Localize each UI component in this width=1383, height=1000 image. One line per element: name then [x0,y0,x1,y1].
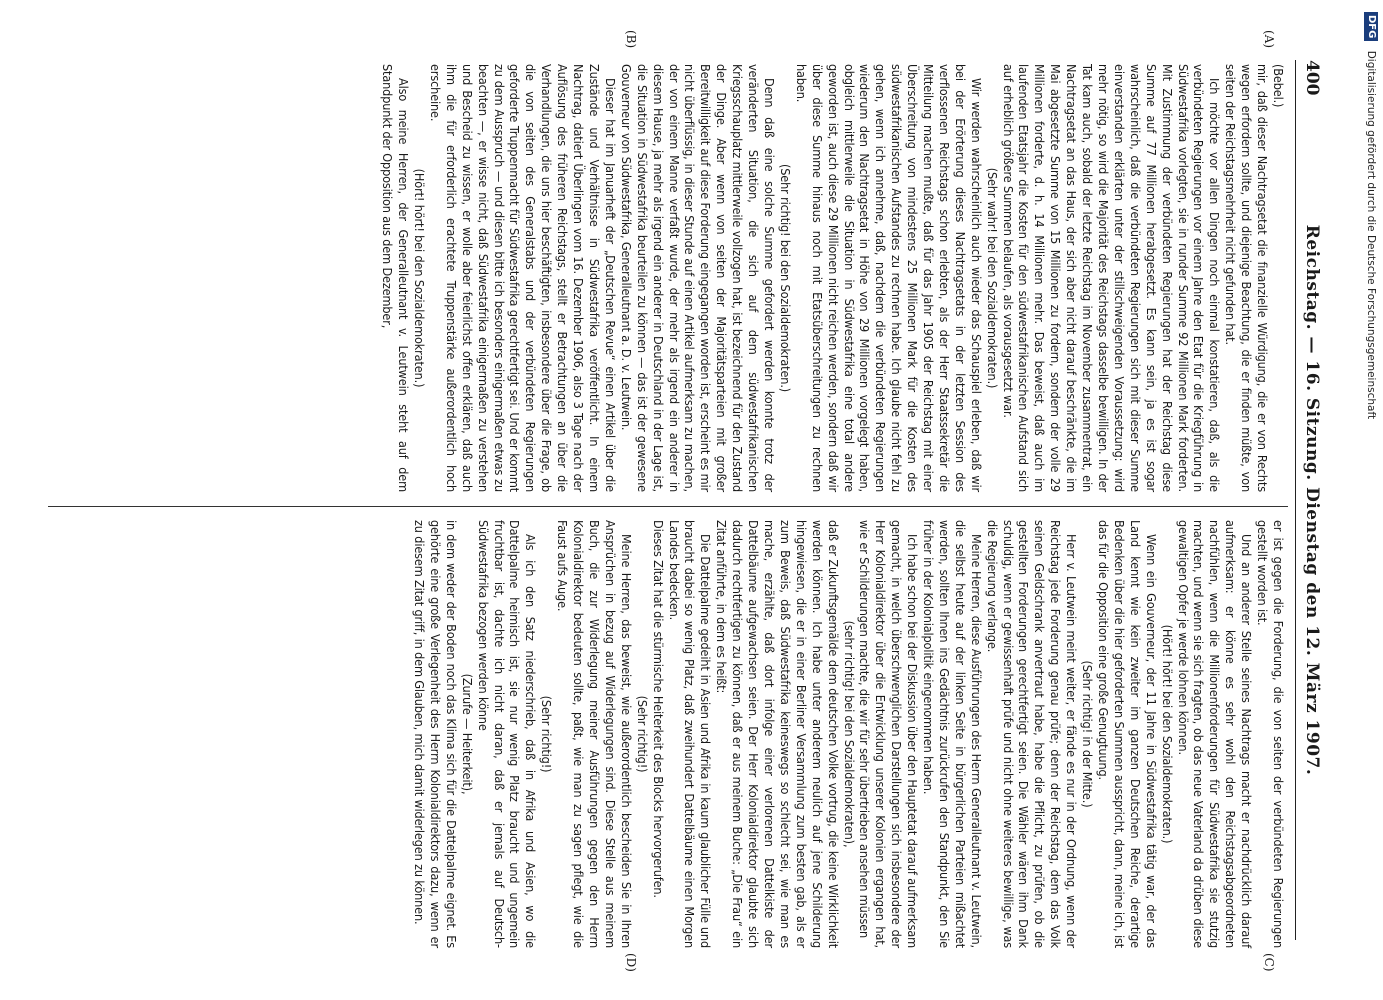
interjection: (Sehr wahr! bei den Sozialdemokraten.) [984,167,1000,389]
paragraph: Wir werden wahrscheinlich auch wieder das Schauspiel erleben, daß wir bei der Erörterung dieses Nachtragsetats in der letzten Session des verflossenen Reichstags schon erlebten, als der Herr Staatssekretär die Mitteilung machen mußte, daß für das Jahr 1905 der Reichstag mit einer Überschreitung von mindestens 25 Millionen Mark für die Kosten des südwestafrikanischen Aufstandes zu rechnen habe. Ich glaube nicht fehl zu gehen, wenn ich annehme, daß, nachdem die verbündeten Regierungen wiederum den Nachtragsetat in Höhe von 29 Millionen vorgelegt haben, obgleich mittlerweile die Situation in Südwestafrika eine total andere geworden ist, auch diese 29 Millionen nicht reichen werden, sondern daß wir über diese Summe hinaus noch mit Etatsüberschreitungen zu rechnen haben. [793,64,984,492]
paragraph: Also meine Herren, der Generalleutnant v. Leutwein steht auf dem Standpunkt der Opposition aus dem Dezember, [380,64,412,492]
interjection: (Hört! hört! bei den Sozialdemokraten.) [412,168,428,388]
interjection: (sehr richtig! bei den Sozialdemokraten), [841,620,857,848]
paragraph: Ich habe schon bei der Diskussion über den Hauptetat darauf aufmerksam gemacht, in welch überschwenglichen Darstellungen sich insbesondere der Herr Kolonialdirektor über die Entwicklung unserer Kolonien ergangen hat, wie er Schilderungen machte, die wir für sehr übertrieben ansehen müssen [857,520,921,948]
margin-mark-b: (B) [624,30,638,49]
margin-mark-d: (D) [624,953,638,972]
paragraph: Die Dattelpalme gedeiht in Asien und Afrika in kaum glaublicher Fülle und braucht dabei so wenig Platz, daß zweihundert Dattelbäume einen Morgen Landes bedecken. [666,520,714,948]
interjection: (Zurufe — Heiterkeit), [459,673,475,795]
margin-mark-c: (C) [1262,953,1276,972]
digitization-note [1360,12,1382,988]
running-title: Reichstag. — 16. Sitzung. Dienstag den 12. März 1907. [1302,224,1322,776]
interjection: (Sehr richtig! bei den Sozialdemokraten.) [777,163,793,393]
paragraph: Herr v. Leutwein meint weiter, er fände es nur in der Ordnung, wenn der Reichstag jede Forderung genau prüfe; denn der Reichstag, dem das Volk seinen Geldschrank anvertraut habe, habe die Pflicht, zu prüfen, ob die gestellten Forderungen gerechtfertigt seien. Die Wähler wären ihm Dank schuldig, wenn er gewissenhaft prüfe und nicht ohne weiteres bewillige, was die Regierung verlange. [984,520,1080,948]
document-page [43,30,1328,972]
speaker-name: (Bebel.) [1271,64,1286,108]
page-number: 400 [1302,60,1322,96]
paragraph: mir, daß dieser Nachtragsetat die finanzielle Würdigung, die er von Rechts wegen erfordern sollte, und diejenige Beachtung, die er finden müßte, von seiten der Reichstagsmehrheit nicht gefunden hat. [1223,64,1271,492]
margin-mark-a: (A) [1262,30,1276,49]
interjection: (Sehr richtig!) [634,695,650,773]
paragraph: Wenn ein Gouverneur, der 11 Jahre in Südwestafrika tätig war, der das Land kennt wie kein zweiter im ganzen Deutschen Reiche, derartige Bedenken über die hier geforderten Summen ausspricht, dann, meine ich, ist das für die Opposition eine große Genugtuung. [1096,520,1159,948]
paragraph: Dieses Zitat hat die stürmische Heiterkeit des Blocks hervorgerufen. [650,520,666,898]
page-header [1295,60,1328,940]
paragraph: Und an anderer Stelle seines Nachtrags macht er nachdrücklich darauf aufmerksam: er könne es sehr wohl den Reichstagsabgeordneten nachfühlen, wenn die Millionenforderungen für Südwestafrika sie stutzig machten, und wenn sie sich fragten, ob das neue Vaterland da drüben diese gewaltigen Opfer je werde lohnen können. [1175,520,1255,948]
paragraph: Ich möchte vor allen Dingen noch einmal konstatieren, daß, als die verbündeten Regierungen vor einem Jahre den Etat für die Kriegführung in Südwestafrika vorlegten, sie in runder Summe 92 Millionen Mark forderten. Mit Zustimmung der verbündeten Regierungen hat der Reichstag diese Summe auf 77 Millionen herabgesetzt. Es kann sein, ja es ist sogar wahrscheinlich, daß die verbündeten Regierungen sich mit dieser Summe einverstanden erklärten unter der stillschweigenden Voraussetzung: wird mehr nötig, so wird die Majorität des Reichstags dasselbe bewilligen. In der Tat kam auch, sobald der letzte Reichstag im November zusammentrat, ein Nachtragsetat an das Haus, der sich aber nicht darauf beschränkte, die im Mai abgesetzte Summe von 15 Millionen zu fordern, sondern der volle 29 Millionen forderte, d. h. 14 Millionen mehr. Das beweist, daß auch im laufenden Etatsjahr die Kosten für den südwestafrikanischen Aufstand sich auf erheblich größere Summen belaufen, als vorausgesetzt war. [1000,64,1223,492]
interjection: (Hört! hört! bei den Sozialdemokraten.) [1159,624,1175,844]
dfg-logo: DFG [1364,12,1378,41]
paragraph: Meine Herren, das beweist, wie außerordentlich bescheiden Sie in Ihren Ansprüchen in bezug auf Widerlegungen sind. Diese Stelle aus meinem Buch, die zur Widerlegung meiner Ausführungen gegen den Herrn Kolonialdirektor bedeuten sollte, paßt, wie man zu sagen pflegt, wie die Faust aufs Auge. [555,520,634,948]
paragraph: Als ich den Satz niederschrieb, daß in Afrika und Asien, wo die Dattelpalme heimisch ist, sie nur wenig Platz braucht und ungemein fruchtbar ist, dachte ich nicht daran, daß er jemals auf Deutsch-Südwestafrika bezogen werden könne [475,520,539,948]
paragraph: Meine Herren, diese Ausführungen des Herrn Generalleutnant v. Leutwein, die selbst heute auf der linken Seite in bürgerlichen Parteien mißachtet werden, sollten Ihnen ins Gedächtnis zurückrufen den Standpunkt, den Sie früher in der Kolonialpolitik eingenommen haben. [921,520,984,948]
left-column [379,64,1286,492]
paragraph: in dem weder der Boden noch das Klima sich für die Dattelpalme eignet. Es gehörte eine große Verlegenheit des Herrn Kolonialdirektors dazu, wenn er zu diesem Zitat griff, in dem Glauben, mich damit widerlegen zu können. [412,520,459,948]
column-divider [48,506,1288,507]
paragraph: Dieser hat im Januarheft der „Deutschen Revue“ einen Artikel über die Zustände und Verhältnisse in Südwestafrika veröffentlicht. In einem Nachtrag, datiert Überlingen vom 16. Dezember 1906, also 3 Tage nach der Auflösung des früheren Reichstags, stellt er Betrachtungen an über die Verhandlungen, die uns hier beschäftigten, insbesondere über die Frage, ob die von seiten des Generalstabs und der verbündeten Regierungen geforderte Truppenmacht für Südwestafrika gerechtfertigt sei. Und er kommt zu dem Ausspruch — und diesen bitte ich besonders einigermaßen etwas zu beachten —, er wisse nicht, daß Südwestafrika einigermaßen zu verstehen und Bescheid zu wissen, er wolle aber feierlichst offen erklären, daß auch ihm die für erforderlich erachtete Truppenstärke außerordentlich hoch erscheine. [427,64,618,492]
paragraph: er ist gegen die Forderung, die von seiten der verbündeten Regierungen gestellt worden ist. [1255,520,1286,948]
interjection: (Sehr richtig!) [539,695,555,773]
digitization-credit: Digitalisierung gefördert durch die Deutsche Forschungsgemeinschaft [1365,50,1377,420]
paragraph: Denn daß eine solche Summe gefordert werden konnte trotz der veränderten Situation, die sich auf dem südwestafrikanischen Kriegsschauplatz mittlerweile vollzogen hat, ist bezeichnend für den Zustand der Dinge. Aber wenn von seiten der Majoritätsparteien mit großer Bereitwilligkeit auf diese Forderung eingegangen worden ist, erscheint es mir nicht überflüssig, in dieser Stunde auf einen Artikel aufmerksam zu machen, der von einem Manne verfaßt wurde, der mehr als irgend ein anderer in diesem Hause, ja mehr als irgend ein anderer in Deutschland in der Lage ist, die Situation in Südwestafrika beurteilen zu können — das ist der gewesene Gouverneur von Südwestafrika, Generalleutnant a. D. v. Leutwein. [618,64,777,492]
interjection: (Sehr richtig! in der Mitte.) [1080,660,1096,808]
right-column [411,520,1286,948]
paragraph: daß er Zukunftsgemälde dem deutschen Volke vortrug, die keine Wirklichkeit werden können. Ich habe unter anderem neulich auf jene Schilderung hingewiesen, die er in einer Berliner Versammlung zum besten gab, als er zum Beweis, daß Südwestafrika keineswegs so schlecht sei, wie man es mache, erzählte, daß dort infolge einer verlorenen Dattelkiste der Dattelbäume aufgewachsen seien. Der Herr Kolonialdirektor glaubte sich dadurch rechtfertigen zu können, daß er aus meinem Buche: „Die Frau“ ein Zitat anführte, in dem es heißt: [714,520,841,948]
